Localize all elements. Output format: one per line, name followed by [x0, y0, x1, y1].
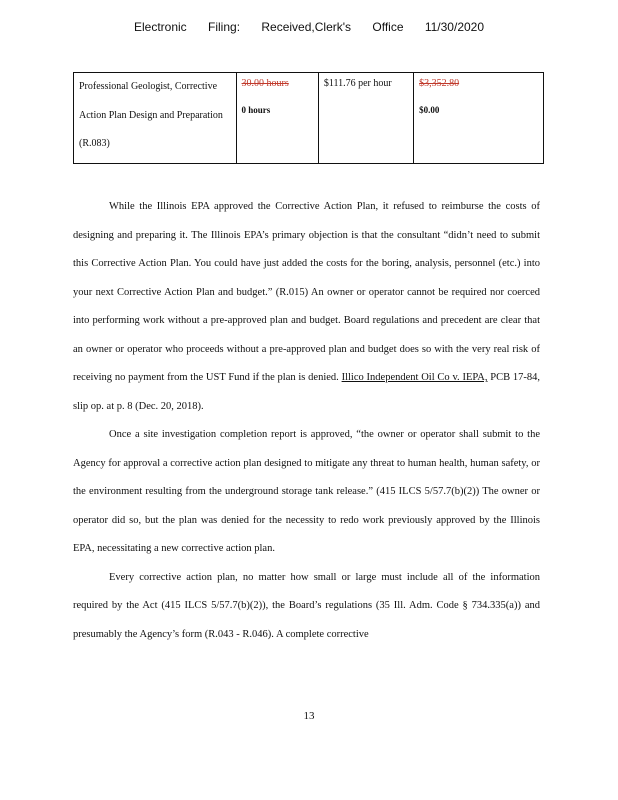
header-word-office: Office [372, 20, 404, 34]
page-number: 13 [303, 710, 315, 722]
paragraph-1-text: While the Illinois EPA approved the Corrective Action Plan, it refused to reimburse the costs of designing and preparing it. The Illinois EPA’s primary objection is that the consultant “didn’t need to submit this Corrective Action Plan. You could have just added the costs for the boring, analysis, personnel (etc.) into your next Corrective Action Plan and budget.” (R.015) An owner or operator cannot be required nor coerced into performing work without a pre-approved plan and budget. Board regulations and precedent are clear that an owner or operator who proceeds without a pre-approved plan and budget does so with the very real risk of receiving no payment from the UST Fund if the plan is denied. [73, 201, 540, 383]
filing-header [0, 20, 618, 34]
header-word-filing: Filing: [208, 20, 241, 34]
header-date: 11/30/2020 [424, 20, 485, 34]
body-text [73, 193, 540, 649]
header-word-electronic: Electronic [133, 20, 187, 34]
table-row [74, 73, 544, 164]
fee-table [73, 72, 544, 164]
paragraph-1 [73, 193, 540, 421]
header-word-received: Received,Clerk's [261, 20, 352, 34]
amount-struck: $3,352.80 [419, 78, 460, 89]
paragraph-2: Once a site investigation completion report is approved, “the owner or operator shall submit to the Agency for approval a corrective action plan designed to mitigate any threat to human health, human safety, or the environment resulting from the underground storage tank release.” (415 ILCS 5/57.7(b)(2)) The owner or operator did so, but the plan was denied for the necessity to redo work previously approved by the Illinois EPA, necessitating a new corrective action plan. [73, 429, 540, 554]
hours-struck: 30.00 hours [241, 78, 289, 89]
hours-new: 0 hours [241, 105, 271, 115]
paragraph-3: Every corrective action plan, no matter how small or large must include all of the information required by the Act (415 ILCS 5/57.7(b)(2)), the Board’s regulations (35 Ill. Adm. Code § 734.335(a)) and presumably the Agency’s form (R.043 - R.046). A complete corrective [73, 571, 540, 640]
cell-rate: $111.76 per hour [318, 73, 413, 164]
amount-new: $0.00 [419, 105, 440, 115]
cell-description: Professional Geologist, Corrective Action Plan Design and Preparation (R.083) [74, 73, 237, 164]
paragraph-1-tail: PCB 17-84, slip op. at p. 8 (Dec. 20, 2018). [73, 372, 540, 412]
cell-hours [236, 73, 318, 164]
cell-amount [414, 73, 544, 164]
case-citation: Illico Independent Oil Co v. IEPA, [341, 372, 488, 383]
